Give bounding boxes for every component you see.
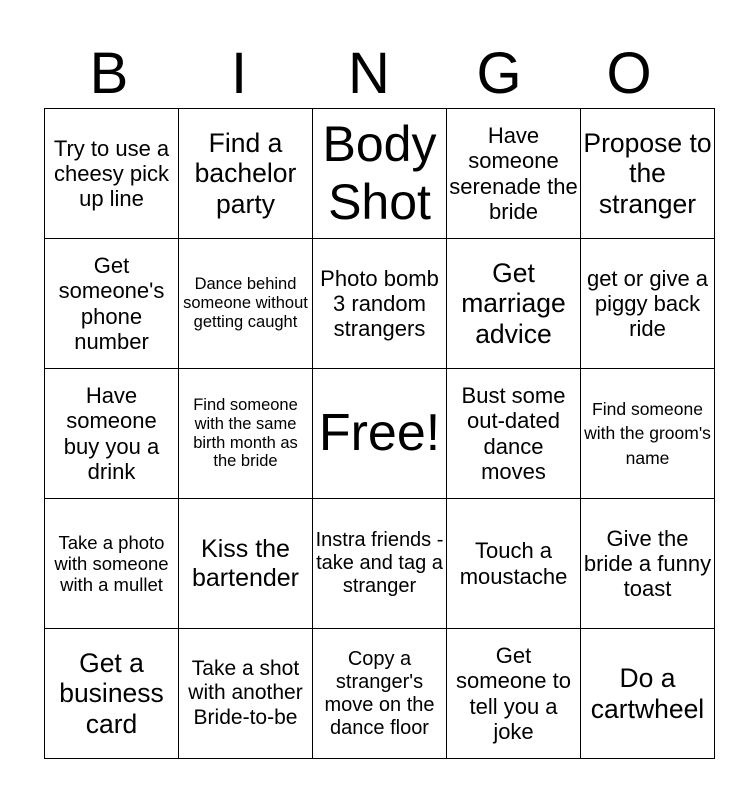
bingo-board [44,108,715,759]
bingo-cell[interactable]: Touch a moustache [447,499,581,629]
bingo-cell[interactable]: Bust some out-dated dance moves [447,369,581,499]
bingo-cell[interactable]: Find a bachelor party [179,109,313,239]
bingo-cell[interactable]: Find someone with the same birth month as the bride [179,369,313,499]
bingo-cell[interactable]: get or give a piggy back ride [581,239,715,369]
bingo-cell[interactable]: Propose to the stranger [581,109,715,239]
bingo-cell[interactable]: Try to use a cheesy pick up line [45,109,179,239]
bingo-cell[interactable]: Get someone to tell you a joke [447,629,581,759]
header-letter-g: G [476,41,522,106]
board-row [45,629,715,759]
bingo-cell[interactable]: Find someone with the groom's name [581,369,715,499]
bingo-cell[interactable]: Dance behind someone without getting caught [179,239,313,369]
bingo-cell[interactable]: Copy a stranger's move on the dance floor [313,629,447,759]
bingo-header [44,42,694,106]
bingo-cell[interactable]: Instra friends - take and tag a stranger [313,499,447,629]
header-letter-n: N [348,41,390,106]
bingo-cell[interactable]: Take a photo with someone with a mullet [45,499,179,629]
header-letter-o: O [606,41,652,106]
bingo-cell[interactable]: Get a business card [45,629,179,759]
header-letter-i: I [230,41,248,106]
bingo-cell[interactable]: Have someone buy you a drink [45,369,179,499]
free-space-cell[interactable]: Free! [313,369,447,499]
bingo-cell[interactable]: Do a cartwheel [581,629,715,759]
bingo-cell[interactable]: Give the bride a funny toast [581,499,715,629]
bingo-cell[interactable]: Kiss the bartender [179,499,313,629]
board-row [45,369,715,499]
bingo-cell[interactable]: Get marriage advice [447,239,581,369]
header-letter-b: B [89,41,129,106]
bingo-cell[interactable]: Body Shot [313,109,447,239]
bingo-cell[interactable]: Take a shot with another Bride-to-be [179,629,313,759]
board-row [45,109,715,239]
bingo-cell[interactable]: Photo bomb 3 random strangers [313,239,447,369]
board-row [45,239,715,369]
board-row [45,499,715,629]
bingo-cell[interactable]: Get someone's phone number [45,239,179,369]
bingo-cell[interactable]: Have someone serenade the bride [447,109,581,239]
